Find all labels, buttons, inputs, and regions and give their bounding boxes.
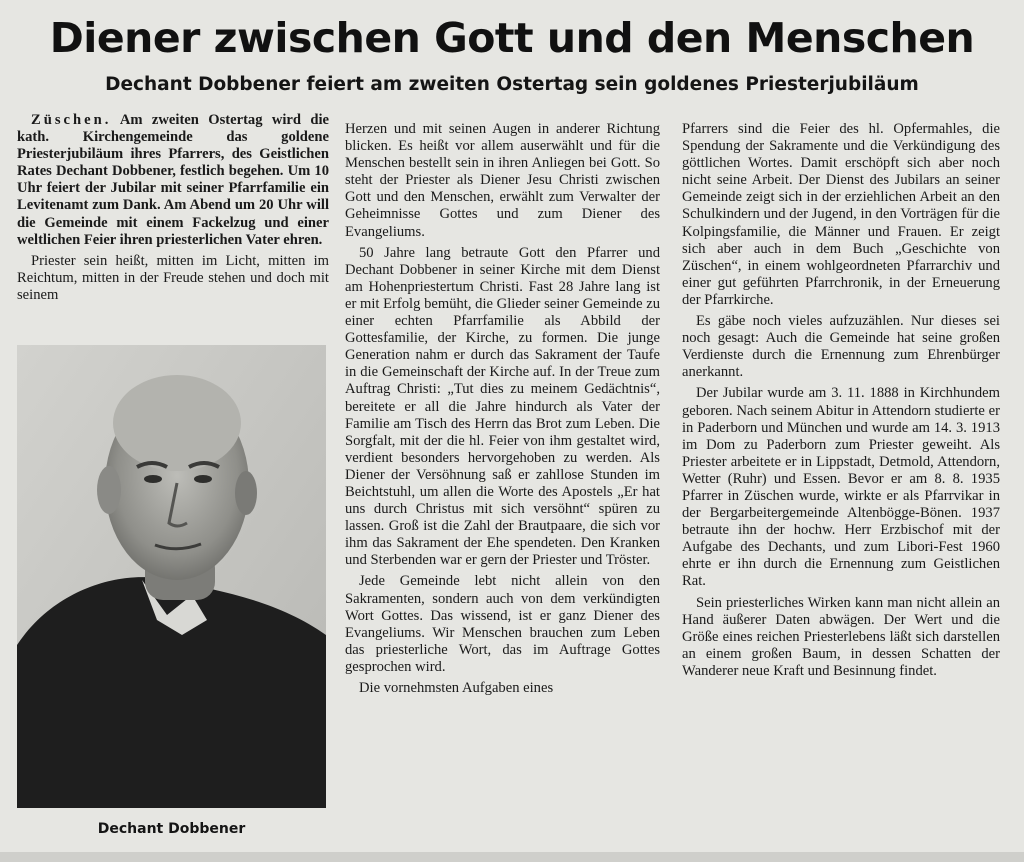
portrait-photo (17, 345, 326, 808)
lead-text: Am zweiten Ostertag wird die kath. Kirchengemeinde das goldene Priesterjubiläum ihres Pfarrers, des Geistlichen Rates Dechant Dobbener, festlich begehen. Um 10 Uhr feiert der Jubilar mit seiner Pfarrfamilie ein Levitenamt zum Dank. Am Abend um 20 Uhr will die Gemeinde mit einem Fackelzug und einer weltlichen Feier ihren priesterlichen Vater ehren. (17, 112, 329, 248)
column-3-paragraph: Der Jubilar wurde am 3. 11. 1888 in Kirchhundem geboren. Nach seinem Abitur in Attendorn studierte er in Paderborn und München und wurde am 14. 3. 1913 im Dom zu Paderborn zum Priester geweiht. Als Priester arbeitete er in Lippstadt, Detmold, Attendorn, Wetter (Ruhr) und Essen. Bevor er am 8. 8. 1935 Pfarrer in Züschen wurde, wirkte er als Pfarrvikar in der Bergarbeitergemeinde Altenbögge-Bönen. 1937 betraute ihn der hochw. Herr Erzbischof mit der Aufgabe des Dechants, und zum Libori-Fest 1960 ehrte er ihn durch die Ernennung zum Geistlichen Rat. (682, 385, 1000, 590)
column-2-paragraph: Die vornehmsten Aufgaben eines (359, 680, 554, 696)
subheadline: Dechant Dobbener feiert am zweiten Ostertag sein goldenes Priesterjubiläum (105, 74, 919, 95)
photo-caption: Dechant Dobbener (97, 821, 246, 837)
column-3-paragraph: Es gäbe noch vieles aufzuzählen. Nur dieses sei noch gesagt: Auch die Gemeinde hat seine großen Verdienste durch die Ernennung zum Ehrenbürger anerkannt. (682, 313, 1000, 381)
lead-paragraph (17, 112, 329, 249)
headline: Diener zwischen Gott und den Menschen (49, 14, 975, 62)
column-2-paragraph: Jede Gemeinde lebt nicht allein von den Sakramenten, sondern auch von dem verkündigten Wort Gottes. Das wissend, ist er ganz Diener des Evangeliums. Wir Menschen brauchen zum Leben das priesterliche Wort, das im Auftrage Gottes gesprochen wird. (345, 573, 660, 675)
column-2-paragraph: 50 Jahre lang betraute Gott den Pfarrer und Dechant Dobbener in seiner Kirche mit dem Dienst am Hohenpriestertum Christi. Fast 28 Jahre lang ist er mit Erfolg bemüht, die Glieder seiner Gemeinde zu einer echten Pfarrfamilie als Abbild der Gottesfamilie, der Kirche, zu formen. Die junge Generation nahm er durch das Sakrament der Taufe in die Gemeinschaft der Kirche auf. In der Treue zum Auftrag Christi: „Tut dies zu meinem Gedächtnis“, bereitete er all die Jahre hindurch als Vater der Familie am Tisch des Herrn das Brot zum Leben. Die Sorgfalt, mit der die hl. Feier von ihm gestaltet wird, verdient besonders hervorgehoben zu werden. Als Diener der Versöhnung saß er zahllose Stunden im Beichtstuhl, um allen die Worte des Apostels „Er hat uns durch Christus mit sich versöhnt“ spüren zu lassen. Groß ist die Zahl der Brautpaare, die sich vor ihm das Sakrament der Ehe spendeten. Den Kranken und Sterbenden war er gern der Priester und Tröster. (345, 244, 660, 569)
column-1 (17, 112, 329, 304)
column-2-paragraph: Herzen und mit seinen Augen in anderer Richtung blicken. Es heißt vor allem auserwählt und für die Menschen bestellt sein in ihren Anliegen bei Gott. So steht der Priester als Diener Jesu Christi zwischen Gott und den Menschen, erwählt zum Verwalter der Geheimnisse Gottes und zum Diener des Evangeliums. (345, 121, 660, 240)
column-3 (682, 121, 1000, 680)
lead-place: Züschen. (31, 112, 112, 128)
column-1-paragraph: Priester sein heißt, mitten im Licht, mitten im Reichtum, mitten in der Freude stehen und doch mit seinem (17, 252, 329, 303)
column-2 (345, 121, 660, 697)
column-3-paragraph: Pfarrers sind die Feier des hl. Opfermahles, die Spendung der Sakramente und die Verkündigung des göttlichen Wortes. Damit erschöpft sich aber noch nicht seine Arbeit. Der Dienst des Jubilars an seiner Gemeinde zeigt sich in der erziehlichen Arbeit an den Schulkindern und der Jugend, in den Vorträgen für die Kolpingsfamilie, die Männer und Frauen. Er zeigt sich aber auch in dem Buch „Geschichte von Züschen“, in einem wohlgeordneten Pfarrarchiv und einer gut geführten Pfarrchronik, in der Erneuerung der Pfarrkirche. (682, 121, 1000, 308)
column-3-paragraph: Sein priesterliches Wirken kann man nicht allein an Hand äußerer Daten abwägen. Der Wert und die Größe eines reichen Priesterlebens läßt sich darstellen an einem großen Baum, in dessen Schatten der Wanderer neue Kraft und Besinnung findet. (682, 594, 1000, 679)
page-bottom-edge (0, 852, 1024, 862)
